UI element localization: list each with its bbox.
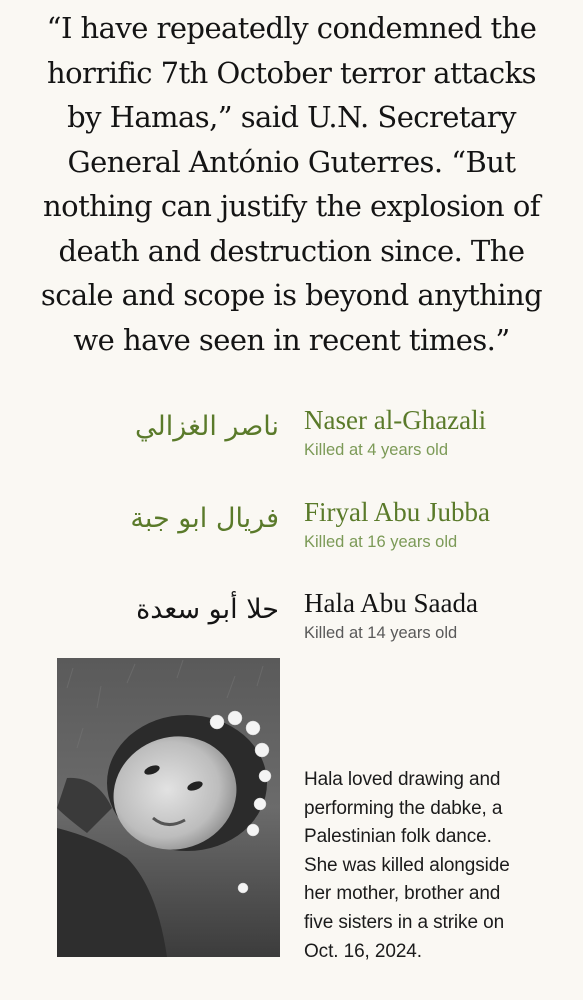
quote-line: by Hamas,” said U.N. Secretary: [67, 100, 516, 134]
caption-line: five sisters in a strike on: [304, 911, 505, 933]
victim-arabic-name: فريال ابو جبة: [130, 503, 279, 534]
quote-line: we have seen in recent times.”: [73, 322, 510, 357]
victim-name: Firyal Abu Jubba: [304, 497, 490, 527]
caption-line: Oct. 16, 2024.: [304, 940, 422, 962]
victim-arabic-name: ناصر الغزالي: [134, 411, 279, 442]
victim-entry-naser: [0, 404, 583, 464]
caption-line: Hala loved drawing and: [304, 769, 501, 790]
quote-line: General António Guterres. “But: [67, 144, 516, 179]
victim-name: Hala Abu Saada: [304, 588, 478, 618]
victim-age: Killed at 14 years old: [304, 624, 458, 642]
victim-entry-firyal: [0, 496, 583, 556]
quote-line: horrific 7th October terror attacks: [47, 55, 536, 90]
caption-line: Palestinian folk dance.: [304, 826, 492, 848]
caption-line: performing the dabke, a: [304, 797, 503, 819]
victim-age: Killed at 16 years old: [304, 533, 458, 551]
quote-line: nothing can justify the explosion of: [43, 189, 540, 223]
portrait-illustration: [57, 658, 280, 957]
quote-line: death and destruction since. The: [58, 233, 525, 268]
quote-line: scale and scope is beyond anything: [40, 278, 543, 312]
photo-caption: [304, 766, 576, 966]
caption-line: her mother, brother and: [304, 883, 501, 905]
caption-line: She was killed alongside: [304, 854, 510, 876]
victim-entry-hala: [0, 587, 583, 647]
quote-line: “I have repeatedly condemned the: [46, 11, 537, 45]
victim-name: Naser al-Ghazali: [304, 405, 487, 435]
victim-age: Killed at 4 years old: [304, 441, 448, 459]
victim-arabic-name: حلا أبو سعدة: [136, 594, 279, 625]
victim-photo: [57, 658, 280, 957]
quote-block: [14, 6, 569, 362]
